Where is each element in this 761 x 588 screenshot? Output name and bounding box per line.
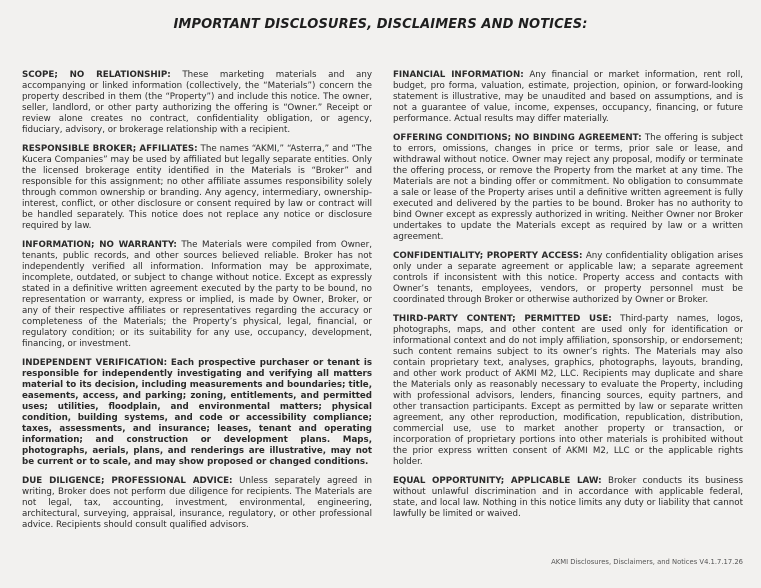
section-body: The Materials were compiled from Owner, tenants, public records, and other sources believed reliable. Broker has not independently verified all information. Information may be approximate, incomplete, outdated, or subject to change without notice. Except as expressly stated in a definitive written agreement executed by the party to be bound, no representation or warranty, express or implied, is made by Owner, Broker, or any of their respective affiliates or representatives regarding the accuracy or completeness of the Materials; the Property’s physical, legal, financial, or regulatory condition; or its suitability for any use, occupancy, development, financing, or investment.: [22, 240, 372, 349]
left-column: [22, 70, 372, 539]
footer-version: AKMI Disclosures, Disclaimers, and Notices V4.1.7.17.26: [551, 558, 743, 566]
section-heading: DUE DILIGENCE; PROFESSIONAL ADVICE:: [22, 476, 233, 486]
section-heading: CONFIDENTIALITY; PROPERTY ACCESS:: [393, 251, 583, 261]
section-body: Unless separately agreed in writing, Broker does not perform due diligence for recipients. The Materials are not legal, tax, accounting, investment, environmental, engineering, architectural, surveying, appraisal, insurance, regulatory, or other professional advice. Recipients should consult qualified advisors.: [22, 476, 372, 530]
section-body: These marketing materials and any accompanying or linked information (collectively, the “Materials”) concern the property described in them (the “Property”) and include this notice. The owner, seller, landlord, or other party authorizing the offering is “Owner.” Receipt or review alone creates no contract, confidentiality obligation, or agency, fiduciary, advisory, or brokerage relationship with a recipient.: [22, 70, 373, 135]
section-due-diligence: [22, 476, 372, 531]
section-equal-opportunity: [393, 476, 743, 520]
section-independent-verification: [22, 358, 372, 468]
section-heading: RESPONSIBLE BROKER; AFFILIATES:: [22, 144, 198, 154]
section-body: The offering is subject to errors, omissions, changes in price or terms, prior sale or lease, and withdrawal without notice. Owner may reject any proposal, modify or terminate the offering process, or remove the Property from the market at any time. The Materials are not a binding offer or commitment. No obligation to consummate a sale or lease of the Property arises until a definitive written agreement is fully executed and delivered by the parties to be bound. Broker has no authority to bind Owner except as expressly authorized in writing. Neither Owner nor Broker undertakes to update the Materials except as required by law or a written agreement.: [393, 133, 743, 242]
section-heading: INDEPENDENT VERIFICATION:: [22, 358, 168, 368]
section-offering-conditions: [393, 133, 743, 243]
section-scope: [22, 70, 372, 136]
section-heading: INFORMATION; NO WARRANTY:: [22, 240, 177, 250]
section-information: [22, 240, 372, 350]
section-financial-information: [393, 70, 743, 125]
section-heading: OFFERING CONDITIONS; NO BINDING AGREEMENT:: [393, 133, 642, 143]
section-heading: SCOPE; NO RELATIONSHIP:: [22, 70, 171, 80]
section-body: Any confidentiality obligation arises only under a separate agreement or applicable law; a separate agreement controls if inconsistent with this notice. Property access and contacts with Owner’s tenants, employees, vendors, or property personnel must be coordinated through Broker or otherwise authorized by Owner or Broker.: [393, 251, 744, 305]
section-heading: EQUAL OPPORTUNITY; APPLICABLE LAW:: [393, 476, 602, 486]
section-body: Any financial or market information, rent roll, budget, pro forma, valuation, estimate, projection, opinion, or forward-looking statement is illustrative, may be unaudited and based on assumptions, and is not a guarantee of value, income, expenses, occupancy, financing, or future performance. Actual results may differ materially.: [393, 70, 744, 124]
section-body: The names “AKMI,” “Asterra,” and “The Kucera Companies” may be used by affiliated but legally separate entities. Only the licensed brokerage entity identified in the Materials is “Broker” and responsible for this assignment; no other affiliate assumes responsibility solely through common ownership or branding. Any agency, intermediary, ownership-interest, conflict, or other disclosure or consent required by law or contract will be handled separately. This notice does not replace any notice or disclosure required by law.: [22, 144, 372, 231]
section-heading: FINANCIAL INFORMATION:: [393, 70, 524, 80]
section-body: Broker conducts its business without unlawful discrimination and in accordance with applicable federal, state, and local law. Nothing in this notice limits any duty or liability that cannot lawfully be limited or waived.: [393, 476, 743, 519]
section-confidentiality: [393, 251, 743, 306]
section-heading: THIRD-PARTY CONTENT; PERMITTED USE:: [393, 314, 612, 324]
section-body: Third-party names, logos, photographs, maps, and other content are used only for identification or informational context and do not imply affiliation, sponsorship, or endorsement; such content remains subject to its owner’s rights. The Materials may also contain proprietary text, analyses, graphics, photographs, layouts, branding, and other work product of AKMI M2, LLC. Recipients may duplicate and share the Materials only as reasonably necessary to evaluate the Property, including with professional advisors, lenders, financing sources, equity partners, and other transaction participants. Except as permitted by law or separate written agreement, any other reproduction, modification, republication, distribution, commercial use, use to market another property or transaction, or incorporation of proprietary portions into other materials is prohibited without the prior express written consent of AKMI M2, LLC or the applicable rights holder.: [393, 314, 743, 467]
page-title: IMPORTANT DISCLOSURES, DISCLAIMERS AND NOTICES:: [173, 17, 588, 32]
section-third-party-content: [393, 314, 743, 468]
right-column: [393, 70, 743, 528]
section-responsible-broker: [22, 144, 372, 232]
section-body: Each prospective purchaser or tenant is responsible for independently investigating and verifying all matters material to its decision, including measurements and boundaries; title, easements, access, and parking; zoning, entitlements, and permitted uses; utilities, floodplain, and environmental matters; physical condition, building systems, and code or accessibility compliance; taxes, assessments, and insurance; leases, tenant and operating information; and construction or development plans. Maps, photographs, aerials, plans, and renderings are illustrative, may not be current or to scale, and may show proposed or changed conditions.: [22, 358, 373, 467]
